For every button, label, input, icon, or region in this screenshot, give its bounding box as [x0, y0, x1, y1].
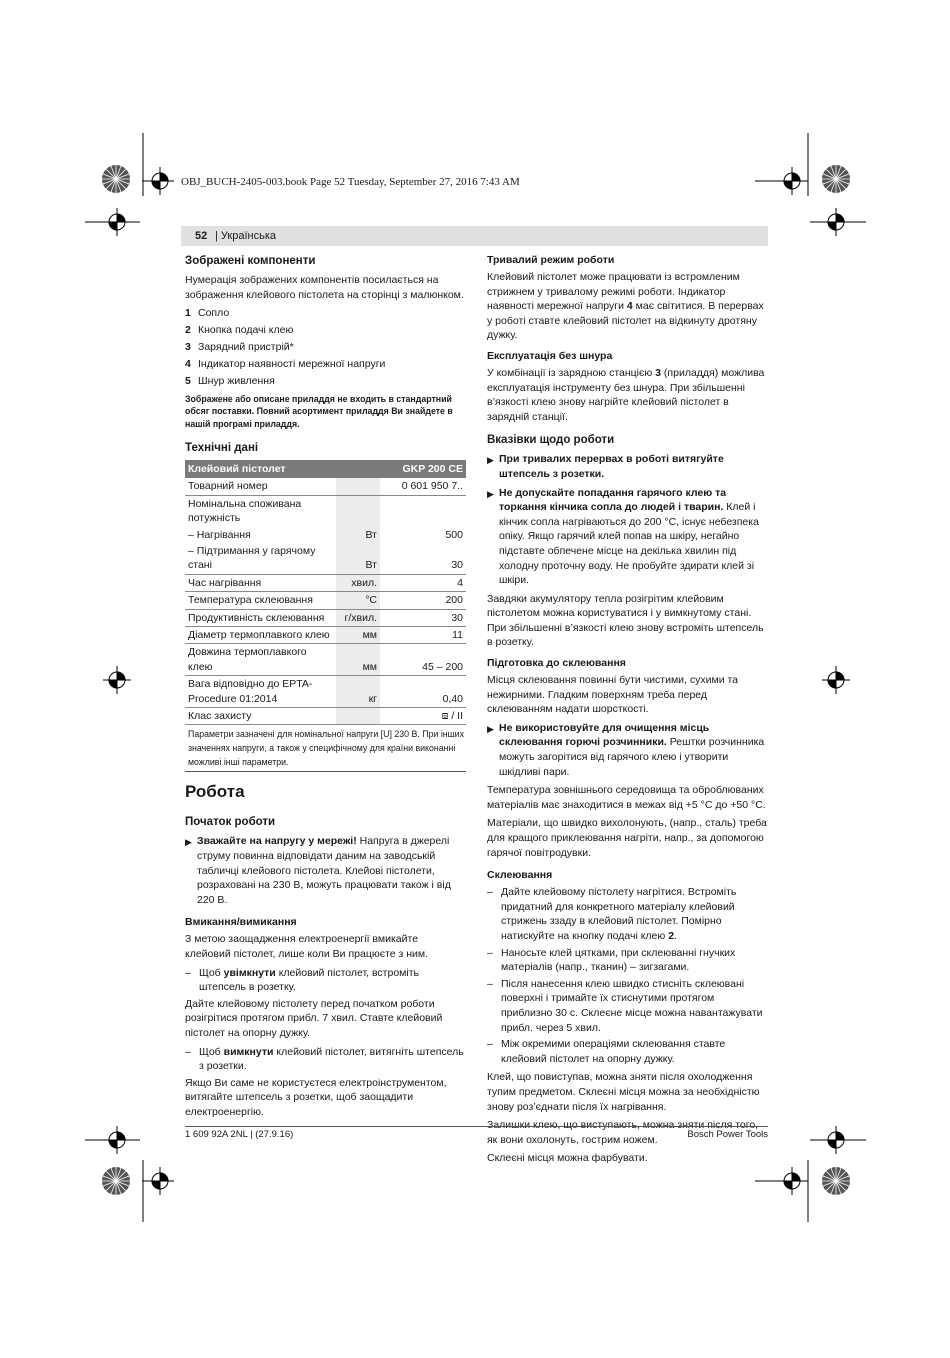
arrow-icon: ▶	[185, 837, 192, 848]
table-row	[185, 627, 466, 644]
materials-text: Матеріали, що швидко вихолонують, (напр., сталь) треба для кращого приклеювання нагріти, напр., за допомогою гарячої повітродувки.	[487, 817, 767, 859]
off-pre: Щоб	[199, 1045, 224, 1058]
row-label: Вага відповідно до EPTA-Procedure 01:2014	[185, 676, 336, 708]
voltage-text	[197, 834, 466, 907]
cordless-heading: Експлуатація без шнура	[487, 349, 613, 362]
item-text: Зарядний пристрій*	[198, 341, 294, 354]
row-unit: кг	[336, 676, 380, 708]
continuous-text	[487, 270, 768, 343]
footer-right: Bosch Power Tools	[687, 1129, 768, 1140]
temperature-text: Температура зовнішнього середовища та оброблюваних матеріалів має знаходитися в межах від +5 °C до +50 °C.	[487, 784, 766, 811]
row-label: Продуктивність склеювання	[185, 609, 336, 626]
cooled-text: Клей, що повиступав, можна зняти після охолодження тупим предметом. Склеєні місця можна за необхідністю знову роз’єднати після їх нагрівання.	[487, 1071, 760, 1113]
glue-step-text	[501, 885, 768, 943]
item-number: 2	[185, 324, 191, 337]
cordless-text	[487, 366, 768, 424]
left-column	[185, 253, 466, 1124]
arrow-icon: ▶	[487, 723, 494, 734]
item-number: 3	[185, 341, 191, 354]
save-energy-text: Якщо Ви саме не користуєтеся електроінструментом, витягайте штепсель з розетки, щоб заощадити електроенергію.	[185, 1076, 447, 1118]
row-value: 200	[380, 592, 466, 609]
row-unit	[336, 708, 380, 725]
list-item	[185, 340, 466, 355]
item-text: Сопло	[198, 307, 230, 320]
dash-marker: –	[185, 1045, 191, 1058]
row-label: Номінальна споживана потужність	[188, 497, 302, 525]
glue-step-text: Між окремими операціями склеювання ставте клейовий пістолет на опорну дужку.	[501, 1038, 726, 1065]
tech-heading: Технічні дані	[185, 441, 259, 454]
arrow-icon: ▶	[487, 488, 494, 499]
row-label: – Підтримання у гарячому стані	[185, 543, 336, 574]
item-number: 5	[185, 375, 191, 388]
list-item	[185, 323, 466, 338]
list-item	[185, 357, 466, 372]
tip2-text	[499, 486, 768, 588]
continuous-pre: Клейовий пістолет може працювати із встромленим стрижнем у тривалому режимі роботи. Індикатор наявності мережної напруги	[487, 271, 740, 313]
onoff-heading: Вмикання/вимикання	[185, 916, 297, 929]
glue-step	[487, 1037, 768, 1066]
voltage-warning	[185, 834, 466, 907]
row-value: 30	[380, 543, 466, 574]
paint-text: Склеєні місця можна фарбувати.	[487, 1152, 648, 1165]
off-post: клейовий пістолет, витягніть штепсель з розетки.	[199, 1045, 464, 1073]
row-label: Час нагрівання	[185, 574, 336, 591]
row-value: 0 601 950 7..	[380, 478, 466, 495]
row-value: 30	[380, 609, 466, 626]
row-label: Довжина термоплавкого клею	[185, 644, 336, 676]
row-label: Температура склеювання	[185, 592, 336, 609]
row-value: 0,40	[380, 676, 466, 708]
glue1-bold: 2	[668, 929, 675, 942]
row-unit: г/хвил.	[336, 609, 380, 626]
row-value: 45 – 200	[380, 644, 466, 676]
table-row	[185, 543, 466, 574]
prep-text: Місця склеювання повинні бути чистими, сухими та нежирними. Гладким поверхням треба перед склеюванням надати шорсткості.	[487, 674, 739, 716]
continuous-post: має світитися. В перервах у роботі ставте клейовий пістолет на відкинуту дротяну дужку.	[487, 300, 764, 342]
solvent-bold: Не використовуйте для очищення місць склеювання горючі розчинники.	[499, 721, 710, 749]
table-row	[185, 574, 466, 591]
row-label: Діаметр термоплавкого клею	[185, 627, 336, 644]
row-value: 500	[445, 528, 463, 541]
accessory-note: Зображене або описане приладдя не входить в стандартний обсяг поставки. Повний асортимент приладдя Ви знайдете в нашій програмі приладдя.	[185, 393, 453, 429]
continuous-bold: 4	[626, 300, 633, 313]
row-unit: хвил.	[336, 574, 380, 591]
list-item	[185, 306, 466, 321]
row-value	[380, 495, 466, 526]
prep-heading: Підготовка до склеювання	[487, 657, 626, 670]
table-row	[185, 527, 466, 543]
item-text: Індикатор наявності мережної напруги	[198, 358, 386, 371]
table-row	[185, 644, 466, 676]
operation-heading: Робота	[185, 782, 245, 802]
cordless-bold: 3	[655, 366, 662, 379]
dash-marker: –	[487, 1038, 493, 1051]
tip2-bold: Не допускайте попадання гарячого клею та торкання кінчика сопла до людей і тварин.	[499, 486, 727, 514]
onoff-intro: З метою заощадження електроенергії вмикайте клейовий пістолет, лише коли Ви працюєте з ним.	[185, 933, 429, 960]
row-value: ⧈ / II	[380, 708, 466, 725]
footer-left: 1 609 92A 2NL | (27.9.16)	[185, 1129, 294, 1140]
row-label: Товарний номер	[185, 478, 336, 495]
language-label: Українська	[220, 230, 276, 242]
page-number: 52	[195, 230, 208, 242]
preheat-text: Дайте клейовому пістолету перед початком роботи розігрітися протягом прибл. 7 хвил. Ставте клейовий пістолет на опорну дужку.	[185, 997, 443, 1039]
glue1-post: .	[674, 929, 677, 942]
tip1-text: При тривалих перервах в роботі витягуйте штепсель з розетки.	[499, 453, 724, 480]
table-header-model: GKP 200 CE	[380, 460, 466, 478]
components-list	[185, 306, 466, 389]
switch-on-item	[185, 966, 466, 995]
tech-footnote: Параметри зазначені для номінальної напруги [U] 230 В. При інших значеннях напруги, а також у специфічному для країни виконанні можливі інші параметри.	[185, 725, 466, 772]
accumulator-text: Завдяки акумулятору тепла розігрітим клейовим пістолетом можна користуватися і у вимкнутому стані. При збільшенні в’язкості клею знову встроміть штепсель в розетку.	[487, 592, 764, 649]
glue-step	[487, 977, 768, 1035]
row-unit: Вт	[336, 543, 380, 574]
table-header-label: Клейовий пістолет	[185, 460, 380, 478]
start-heading: Початок роботи	[185, 816, 276, 829]
row-value: 11	[380, 627, 466, 644]
glue-step	[487, 885, 768, 943]
row-unit: мм	[336, 644, 380, 676]
arrow-icon: ▶	[487, 455, 494, 466]
table-header-row	[185, 460, 466, 478]
list-item	[185, 374, 466, 389]
row-unit	[336, 478, 380, 495]
solvent-text	[499, 721, 768, 779]
glue-step-text: Наносьте клей цятками, при склеюванні гнучких матеріалів (напр., тканин) – зигзагами.	[501, 946, 736, 974]
voltage-body: Напруга в джерелі струму повинна відповідати даним на заводській табличці клейового пістолета. Клейові пістолети, розраховані на 230 В, можуть працювати також і від 220 В.	[197, 835, 451, 906]
continuous-heading: Тривалий режим роботи	[487, 254, 615, 266]
on-bold: увімкнути	[223, 966, 276, 979]
tips-heading: Вказівки щодо роботи	[487, 434, 615, 447]
row-unit: мм	[336, 627, 380, 644]
glue-step-text: Після нанесення клею швидко стисніть склеювані поверхні і тримайте їх стиснутими протягом приблизно 30 с. Склеєне місце можна навантажувати прибл. через 5 хвил.	[501, 977, 763, 1034]
components-intro: Нумерація зображених компонентів посилається на зображення клейового пістолета на сторінці з малюнком.	[185, 274, 464, 301]
dash-marker: –	[487, 946, 493, 959]
item-number: 1	[185, 307, 191, 320]
dash-marker: –	[487, 977, 493, 990]
off-bold: вимкнути	[223, 1045, 274, 1058]
right-column	[487, 253, 768, 1170]
glue-heading: Склеювання	[487, 869, 553, 882]
residue-text: Залишки клею, що виступають, можна зняти після того, як вони охолонуть, гострим ножем.	[487, 1119, 759, 1146]
row-unit: Вт	[336, 527, 380, 543]
switch-off-item	[185, 1045, 466, 1074]
voltage-bold: Зважайте на напругу у мережі!	[197, 835, 357, 848]
on-post: клейовий пістолет, встроміть штепсель в розетку.	[199, 966, 420, 994]
tech-table	[185, 460, 466, 726]
cordless-pre: У комбінації із зарядною станцією	[487, 366, 656, 379]
row-label: – Нагрівання	[188, 528, 251, 541]
table-row	[185, 676, 466, 708]
row-unit: °C	[336, 592, 380, 609]
item-text: Шнур живлення	[198, 375, 275, 388]
row-value: 4	[380, 574, 466, 591]
components-heading: Зображені компоненти	[185, 255, 316, 267]
glue1-pre: Дайте клейовому пістолету нагрітися. Встроміть придатний для конкретного матеріалу клейовий стрижень ззаду в клейовий пістолет. Помірно натискуйте на кнопку подачі клею	[501, 886, 737, 942]
solvent-body: Рештки розчинника можуть загорітися від гарячого клею і утворити шкідливі пари.	[499, 736, 765, 778]
table-row	[185, 495, 466, 526]
tip-unplug	[487, 452, 768, 481]
page-language: | Українська	[215, 230, 276, 242]
on-pre: Щоб	[199, 966, 224, 979]
dash-marker: –	[185, 966, 191, 979]
item-text: Кнопка подачі клею	[198, 324, 294, 337]
glue-step	[487, 946, 768, 975]
table-row	[185, 609, 466, 626]
item-number: 4	[185, 358, 191, 371]
cordless-post: (приладдя) можлива експлуатація інструменту без шнура. При збільшенні в’язкості клею знову нагрійте клейовий пістолет в зарядній станції.	[487, 366, 765, 423]
tip-burn	[487, 486, 768, 588]
table-row	[185, 478, 466, 495]
switch-off-text	[199, 1045, 466, 1074]
print-header: OBJ_BUCH-2405-003.book Page 52 Tuesday, September 27, 2016 7:43 AM	[181, 176, 520, 188]
dash-marker: –	[487, 886, 493, 899]
page-header	[181, 226, 768, 246]
table-row	[185, 592, 466, 609]
tip-solvent	[487, 721, 768, 779]
footer-rule	[185, 1126, 768, 1127]
switch-on-text	[199, 966, 466, 995]
table-row	[185, 708, 466, 725]
row-unit	[336, 495, 380, 526]
tip2-body: Клей і кінчик сопла нагріваються до 200 °C, існує небезпека опіку. Якщо гарячий клей попав на шкіру, негайно підставте обпечене місце на декілька хвилин під холодну проточну воду. Не пробуйте здирати клей зі шкіри.	[499, 501, 759, 587]
row-label: Клас захисту	[185, 708, 336, 725]
